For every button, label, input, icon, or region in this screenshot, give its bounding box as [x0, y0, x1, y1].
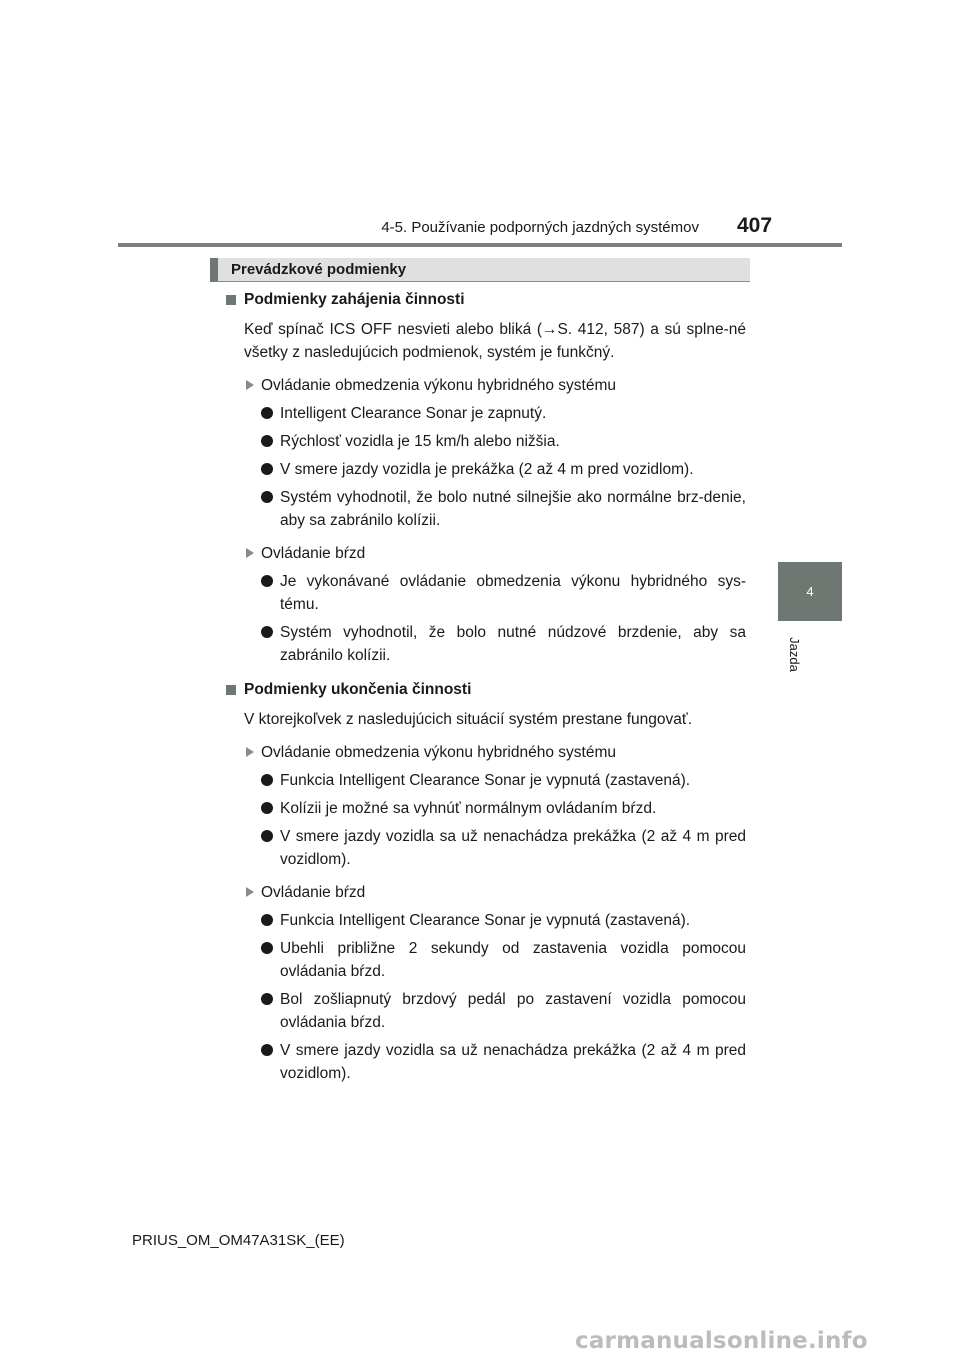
circle-bullet-icon — [261, 435, 273, 447]
list-item — [261, 937, 746, 983]
list-item — [261, 825, 746, 871]
list-item — [261, 458, 746, 481]
start-heading-text: Podmienky zahájenia činnosti — [244, 291, 465, 308]
list-item — [261, 621, 746, 667]
square-bullet-icon — [226, 295, 236, 305]
watermark: carmanualsonline.info — [575, 1328, 868, 1354]
circle-bullet-icon — [261, 463, 273, 475]
list-item-text: Systém vyhodnotil, že bolo nutné silnejšie ako normálne brz-denie, aby sa zabránilo kolízii. — [280, 489, 746, 529]
triangle-arrow-icon — [246, 747, 254, 757]
list-item-text: Rýchlosť vozidla je 15 km/h alebo nižšia. — [280, 433, 560, 450]
chapter-side-label — [783, 628, 805, 680]
header-title: 4-5. Používanie podporných jazdných systémov — [381, 219, 699, 236]
end-heading-text: Podmienky ukončenia činnosti — [244, 681, 472, 698]
group-title-text: Ovládanie bŕzd — [261, 545, 366, 562]
start-intro-paragraph: Keď spínač ICS OFF nesvieti alebo bliká (→S. 412, 587) a sú splne-né všetky z nasledujúcich podmienok, systém je funkčný. — [244, 321, 746, 361]
start-group-2-title — [244, 542, 746, 565]
triangle-arrow-icon — [246, 380, 254, 390]
list-item-text: V smere jazdy vozidla je prekážka (2 až 4 m pred vozidlom). — [280, 461, 694, 478]
circle-bullet-icon — [261, 914, 273, 926]
list-item — [261, 1039, 746, 1085]
list-item — [261, 909, 746, 932]
circle-bullet-icon — [261, 830, 273, 842]
circle-bullet-icon — [261, 993, 273, 1005]
circle-bullet-icon — [261, 491, 273, 503]
end-group-1-title — [244, 741, 746, 764]
circle-bullet-icon — [261, 407, 273, 419]
end-intro-paragraph: V ktorejkoľvek z nasledujúcich situácií systém prestane fungovať. — [244, 711, 692, 728]
list-item — [261, 988, 746, 1034]
triangle-arrow-icon — [246, 887, 254, 897]
triangle-arrow-icon — [246, 548, 254, 558]
list-item-text: Intelligent Clearance Sonar je zapnutý. — [280, 405, 547, 422]
list-item-text: Ubehli približne 2 sekundy od zastavenia vozidla pomocou ovládania bŕzd. — [280, 940, 746, 980]
circle-bullet-icon — [261, 575, 273, 587]
circle-bullet-icon — [261, 802, 273, 814]
list-item — [261, 430, 746, 453]
list-item — [261, 769, 746, 792]
square-bullet-icon — [226, 685, 236, 695]
page-content — [226, 288, 746, 1085]
start-conditions-heading — [226, 288, 746, 311]
circle-bullet-icon — [261, 626, 273, 638]
section-title: Prevádzkové podmienky — [231, 261, 407, 278]
list-item-text: Systém vyhodnotil, že bolo nutné núdzové brzdenie, aby sa zabránilo kolízii. — [280, 624, 746, 664]
start-group-1-title — [244, 374, 746, 397]
list-item-text: Funkcia Intelligent Clearance Sonar je vypnutá (zastavená). — [280, 912, 691, 929]
list-item — [261, 486, 746, 532]
circle-bullet-icon — [261, 1044, 273, 1056]
list-item-text: Kolízii je možné sa vyhnúť normálnym ovládaním bŕzd. — [280, 800, 657, 817]
list-item-text: Je vykonávané ovládanie obmedzenia výkonu hybridného sys-tému. — [280, 573, 746, 613]
list-item-text: V smere jazdy vozidla sa už nenachádza prekážka (2 až 4 m pred vozidlom). — [280, 1042, 746, 1082]
group-title-text: Ovládanie bŕzd — [261, 884, 366, 901]
list-item — [261, 402, 746, 425]
document-code: PRIUS_OM_OM47A31SK_(EE) — [132, 1232, 345, 1249]
group-title-text: Ovládanie obmedzenia výkonu hybridného systému — [261, 744, 616, 761]
page-number: 407 — [737, 214, 773, 237]
list-item-text: Funkcia Intelligent Clearance Sonar je vypnutá (zastavená). — [280, 772, 691, 789]
header-rule — [118, 243, 842, 247]
list-item-text: Bol zošliapnutý brzdový pedál po zastavení vozidla pomocou ovládania bŕzd. — [280, 991, 746, 1031]
chapter-tab: 4 — [778, 562, 842, 621]
end-conditions-heading — [226, 678, 746, 701]
list-item — [261, 797, 746, 820]
circle-bullet-icon — [261, 942, 273, 954]
list-item-text: V smere jazdy vozidla sa už nenachádza prekážka (2 až 4 m pred vozidlom). — [280, 828, 746, 868]
end-group-2-title — [244, 881, 746, 904]
chapter-label-text: Jazda — [786, 636, 802, 672]
section-title-bar — [210, 258, 750, 282]
list-item — [261, 570, 746, 616]
circle-bullet-icon — [261, 774, 273, 786]
group-title-text: Ovládanie obmedzenia výkonu hybridného systému — [261, 377, 616, 394]
